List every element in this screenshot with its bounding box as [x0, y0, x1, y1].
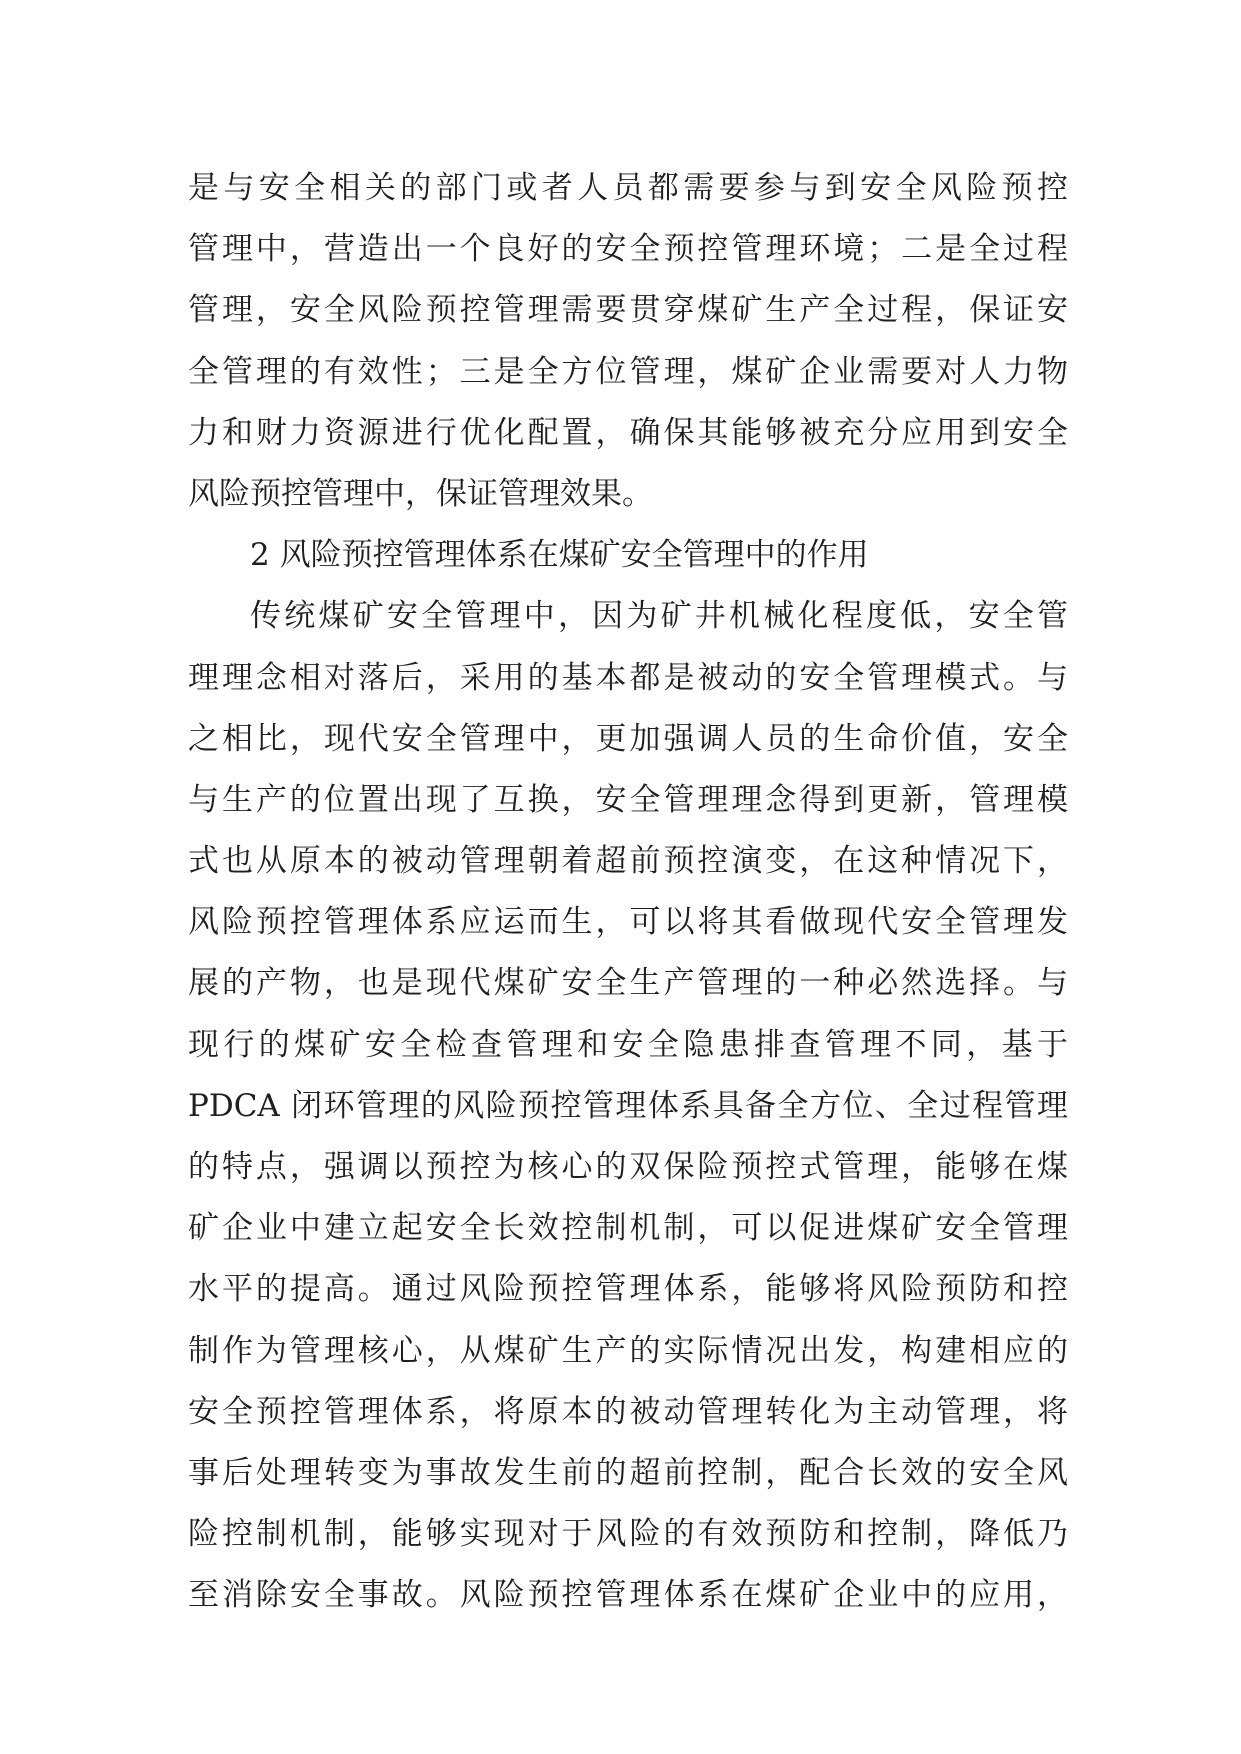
- text-line: 理理念相对落后，采用的基本都是被动的安全管理模式。与: [188, 659, 1068, 696]
- text-line: 矿企业中建立起安全长效控制机制，可以促进煤矿安全管理: [188, 1210, 1068, 1247]
- text-line: 展的产物，也是现代煤矿安全生产管理的一种必然选择。与: [188, 965, 1068, 1002]
- text-line: 水平的提高。通过风险预控管理体系，能够将风险预防和控: [188, 1271, 1068, 1308]
- text-line: 至消除安全事故。风险预控管理体系在煤矿企业中的应用，: [188, 1577, 1068, 1614]
- text-line: 风险预控管理体系应运而生，可以将其看做现代安全管理发: [188, 904, 1068, 941]
- text-line: 式也从原本的被动管理朝着超前预控演变，在这种情况下，: [188, 843, 1068, 880]
- text-line: PDCA 闭环管理的风险预控管理体系具备全方位、全过程管理: [188, 1087, 1068, 1124]
- text-line: 管理，安全风险预控管理需要贯穿煤矿生产全过程，保证安: [188, 292, 1068, 329]
- text-line: 管理中，营造出一个良好的安全预控管理环境；二是全过程: [188, 231, 1068, 268]
- text-line: 安全预控管理体系，将原本的被动管理转化为主动管理，将: [188, 1393, 1068, 1430]
- text-line: 力和财力资源进行优化配置，确保其能够被充分应用到安全: [188, 414, 1068, 451]
- text-line: 事后处理转变为事故发生前的超前控制，配合长效的安全风: [188, 1454, 1068, 1491]
- text-line: 风险预控管理中，保证管理效果。: [188, 475, 653, 512]
- text-line: 制作为管理核心，从煤矿生产的实际情况出发，构建相应的: [188, 1332, 1068, 1369]
- text-line: 险控制机制，能够实现对于风险的有效预防和控制，降低乃: [188, 1516, 1068, 1553]
- text-line: 与生产的位置出现了互换，安全管理理念得到更新，管理模: [188, 781, 1068, 818]
- text-line: 现行的煤矿安全检查管理和安全隐患排查管理不同，基于: [188, 1026, 1068, 1063]
- text-line: 全管理的有效性；三是全方位管理，煤矿企业需要对人力物: [188, 353, 1068, 390]
- text-line: 的特点，强调以预控为核心的双保险预控式管理，能够在煤: [188, 1149, 1068, 1185]
- text-line: 是与安全相关的部门或者人员都需要参与到安全风险预控: [188, 170, 1068, 206]
- text-line: 之相比，现代安全管理中，更加强调人员的生命价值，安全: [188, 720, 1068, 757]
- section-heading: 2 风险预控管理体系在煤矿安全管理中的作用: [250, 537, 869, 574]
- text-line: 传统煤矿安全管理中，因为矿井机械化程度低，安全管: [250, 598, 1068, 635]
- body-text: [188, 158, 1068, 1627]
